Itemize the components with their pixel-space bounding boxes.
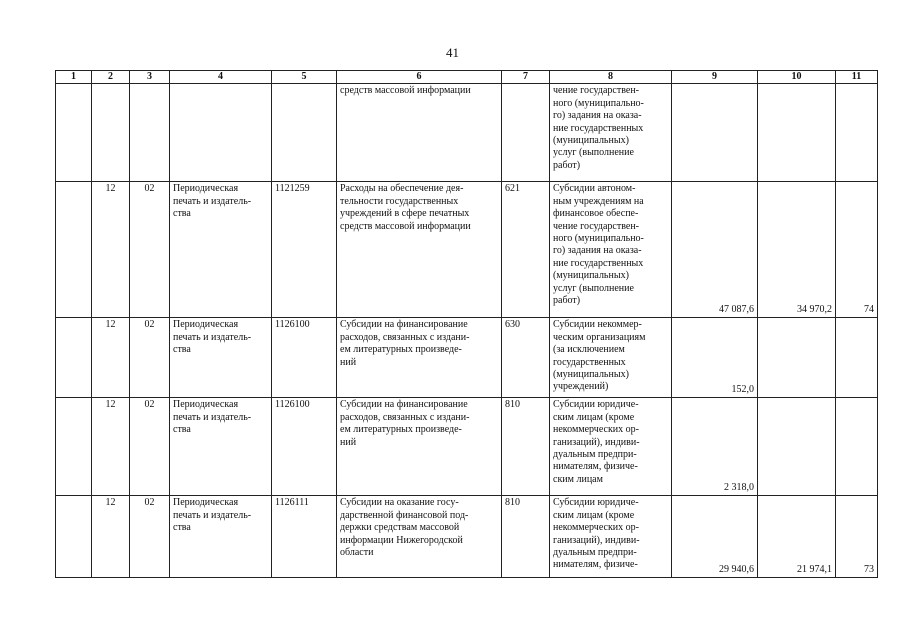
column-header: 10 xyxy=(758,71,836,84)
cell-percent xyxy=(836,318,878,398)
cell-expense-type-name: Субсидии юридиче- ским лицам (кроме некоммерческих ор- ганизаций), индиви- дуальным предпри- нимателям, физиче- xyxy=(550,496,672,578)
cell-target-code: 1126100 xyxy=(272,398,337,496)
cell-expense-type-code: 621 xyxy=(502,182,550,318)
cell-section-name: Периодическая печать и издатель- ства xyxy=(170,182,272,318)
cell-expense-type-name: Субсидии некоммер- ческим организациям (за исключением государственных (муниципальных) учреждений) xyxy=(550,318,672,398)
cell-subsection: 02 xyxy=(130,182,170,318)
cell-section-name xyxy=(170,84,272,182)
cell-percent: 74 xyxy=(836,182,878,318)
cell-col1 xyxy=(56,84,92,182)
table-row xyxy=(56,84,878,182)
cell-expense-type-code: 810 xyxy=(502,496,550,578)
cell-target-code: 1126111 xyxy=(272,496,337,578)
cell-section-name: Периодическая печать и издатель- ства xyxy=(170,318,272,398)
page-number: 41 xyxy=(446,45,459,60)
cell-amount-2 xyxy=(758,84,836,182)
cell-target-name: Субсидии на финансирование расходов, связанных с издани- ем литературных произведе- ний xyxy=(337,398,502,496)
cell-expense-type-code: 630 xyxy=(502,318,550,398)
cell-target-name: Субсидии на финансирование расходов, связанных с издани- ем литературных произведе- ний xyxy=(337,318,502,398)
cell-percent xyxy=(836,84,878,182)
cell-col1 xyxy=(56,182,92,318)
cell-section: 12 xyxy=(92,182,130,318)
cell-amount-1: 152,0 xyxy=(672,318,758,398)
cell-expense-type-name: Субсидии юридиче- ским лицам (кроме некоммерческих ор- ганизаций), индиви- дуальным предпри- нимателям, физиче- ским лицам xyxy=(550,398,672,496)
cell-section: 12 xyxy=(92,398,130,496)
column-header: 6 xyxy=(337,71,502,84)
cell-target-name: Расходы на обеспечение дея- тельности государственных учреждений в сфере печатных средств массовой информации xyxy=(337,182,502,318)
cell-percent: 73 xyxy=(836,496,878,578)
cell-amount-1 xyxy=(672,84,758,182)
cell-expense-type-name: чение государствен- ного (муниципально- го) задания на оказа- ние государственных (муниципальных) услуг (выполнение работ) xyxy=(550,84,672,182)
cell-section xyxy=(92,84,130,182)
column-header: 5 xyxy=(272,71,337,84)
cell-target-code: 1126100 xyxy=(272,318,337,398)
cell-amount-1: 29 940,6 xyxy=(672,496,758,578)
cell-amount-2: 34 970,2 xyxy=(758,182,836,318)
cell-col1 xyxy=(56,496,92,578)
table-row xyxy=(56,496,878,578)
cell-expense-type-name: Субсидии автоном- ным учреждениям на финансовое обеспе- чение государствен- ного (муниципально- го) задания на оказа- ние государственных (муниципальных) услуг (выполнение работ) xyxy=(550,182,672,318)
cell-subsection: 02 xyxy=(130,318,170,398)
cell-section: 12 xyxy=(92,318,130,398)
cell-subsection: 02 xyxy=(130,496,170,578)
cell-target-name: Субсидии на оказание госу- дарственной финансовой под- держки средствам массовой информации Нижегородской области xyxy=(337,496,502,578)
column-header: 3 xyxy=(130,71,170,84)
cell-percent xyxy=(836,398,878,496)
cell-section: 12 xyxy=(92,496,130,578)
table-row xyxy=(56,182,878,318)
budget-table xyxy=(55,70,878,578)
cell-subsection: 02 xyxy=(130,398,170,496)
cell-expense-type-code: 810 xyxy=(502,398,550,496)
cell-col1 xyxy=(56,398,92,496)
column-header: 2 xyxy=(92,71,130,84)
cell-subsection xyxy=(130,84,170,182)
cell-col1 xyxy=(56,318,92,398)
cell-target-name: средств массовой информации xyxy=(337,84,502,182)
column-header: 11 xyxy=(836,71,878,84)
cell-expense-type-code xyxy=(502,84,550,182)
cell-amount-1: 47 087,6 xyxy=(672,182,758,318)
cell-amount-1: 2 318,0 xyxy=(672,398,758,496)
column-header: 9 xyxy=(672,71,758,84)
cell-section-name: Периодическая печать и издатель- ства xyxy=(170,398,272,496)
table-row xyxy=(56,398,878,496)
header-row xyxy=(56,71,878,84)
table-row xyxy=(56,318,878,398)
column-header: 1 xyxy=(56,71,92,84)
column-header: 4 xyxy=(170,71,272,84)
cell-amount-2: 21 974,1 xyxy=(758,496,836,578)
cell-target-code: 1121259 xyxy=(272,182,337,318)
cell-amount-2 xyxy=(758,398,836,496)
column-header: 7 xyxy=(502,71,550,84)
cell-amount-2 xyxy=(758,318,836,398)
column-header: 8 xyxy=(550,71,672,84)
cell-section-name: Периодическая печать и издатель- ства xyxy=(170,496,272,578)
cell-target-code xyxy=(272,84,337,182)
